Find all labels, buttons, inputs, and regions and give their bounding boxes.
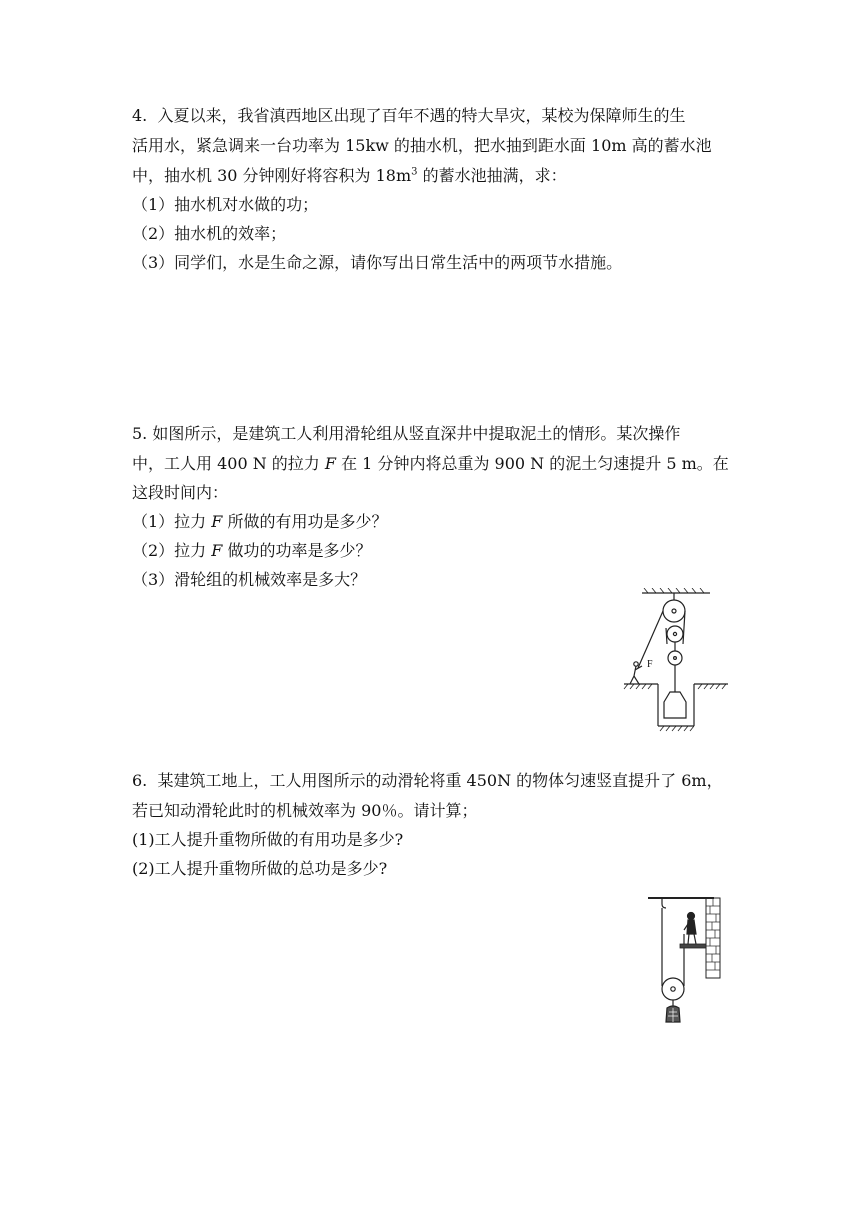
q5-text-2b: 在 1 分钟内将总重为 900 N 的泥土匀速提升 5 m。在 xyxy=(336,454,729,473)
q6-text-1: 某建筑工地上，工人用图所示的动滑轮将重 450N 的物体匀速竖直提升了 6m， xyxy=(157,771,723,790)
q5-sub-2a: （2）拉力 xyxy=(132,541,212,560)
q6-sub-2: (2)工人提升重物所做的总功是多少? xyxy=(132,859,388,878)
q5-text-2a: 中，工人用 400 N 的拉力 xyxy=(132,454,325,473)
q4-text-3a: 中，抽水机 30 分钟刚好将容积为 18m xyxy=(132,166,412,185)
q4-text-3b: 的蓄水池抽满，求： xyxy=(417,166,567,185)
q6-number: 6. xyxy=(132,771,148,790)
q4-line-1 xyxy=(132,106,685,126)
q5-number: 5. xyxy=(132,424,148,443)
q6-sub-1: (1)工人提升重物所做的有用功是多少? xyxy=(132,830,404,849)
q5-sub-2b: 做功的功率是多少？ xyxy=(222,541,372,560)
q4-sup: 3 xyxy=(411,166,418,178)
q4-sub-3: （3）同学们，水是生命之源，请你写出日常生活中的两项节水措施。 xyxy=(132,253,623,272)
pulley-well-figure xyxy=(620,588,732,734)
q5-sub-3: （3）滑轮组的机械效率是多大？ xyxy=(132,570,367,589)
q5-f-symbol-3: F xyxy=(211,541,223,560)
q5-text-1: 如图所示，是建筑工人利用滑轮组从竖直深井中提取泥土的情形。某次操作 xyxy=(152,424,681,443)
q4-line-3 xyxy=(132,166,567,186)
q5-f-symbol-2: F xyxy=(211,512,223,531)
q6-line-2: 若已知动滑轮此时的机械效率为 90％。请计算； xyxy=(132,801,478,820)
q5-sub-1b: 所做的有用功是多少？ xyxy=(222,512,388,531)
q5-f-symbol: F xyxy=(324,454,336,473)
q5-sub-2 xyxy=(132,541,371,561)
q6-line-1 xyxy=(132,771,723,791)
q4-sub-2: （2）抽水机的效率； xyxy=(132,224,287,243)
q4-sub-1: （1）抽水机对水做的功； xyxy=(132,195,319,214)
q5-line-2 xyxy=(132,454,729,474)
pulley-force-label: F xyxy=(647,659,653,670)
q5-sub-1 xyxy=(132,512,387,532)
q4-line-2: 活用水，紧急调来一台功率为 15kw 的抽水机，把水抽到距水面 10m 高的蓄水池 xyxy=(132,136,712,155)
movable-pulley-figure xyxy=(644,894,724,1036)
q5-line-3: 这段时间内： xyxy=(132,483,229,502)
q4-text-1: 入夏以来，我省滇西地区出现了百年不遇的特大旱灾，某校为保障师生的生 xyxy=(157,106,686,125)
q4-number: 4. xyxy=(132,106,148,125)
q5-line-1 xyxy=(132,424,680,444)
q5-sub-1a: （1）拉力 xyxy=(132,512,212,531)
